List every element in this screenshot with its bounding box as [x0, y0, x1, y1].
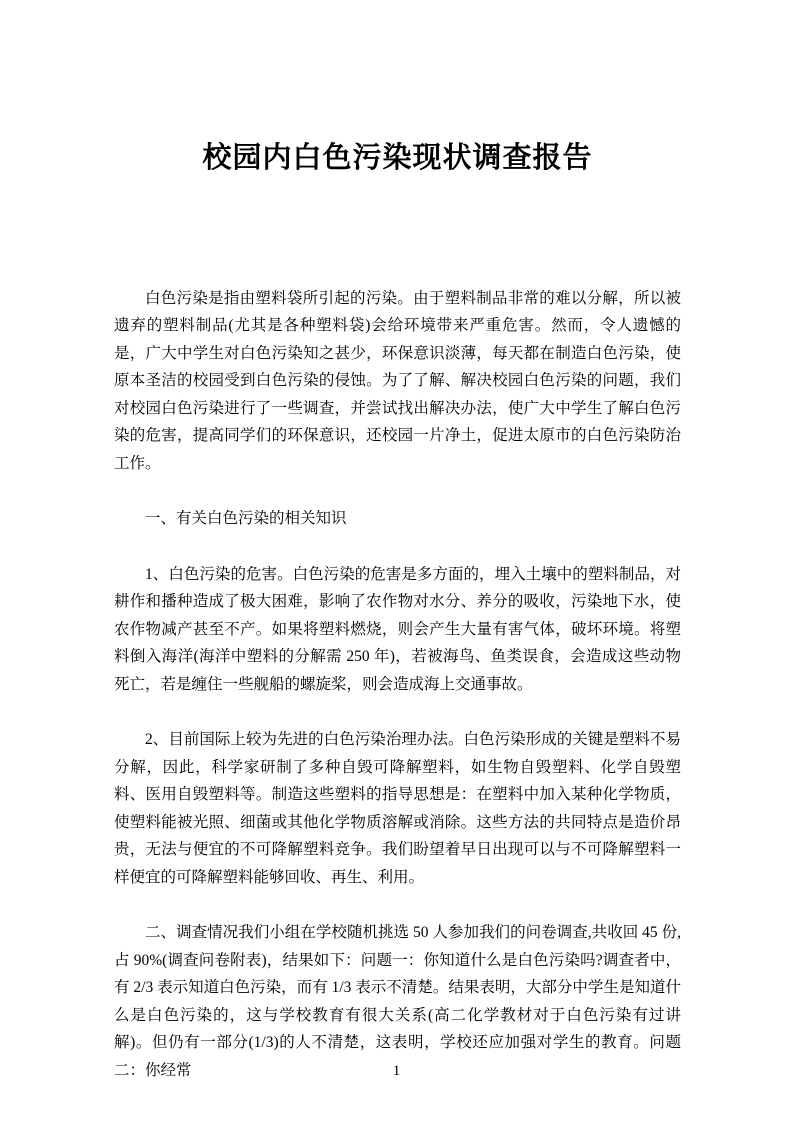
intro-paragraph: 白色污染是指由塑料袋所引起的污染。由于塑料制品非常的难以分解，所以被遗弃的塑料制品(尤其是各种塑料袋)会给环境带来严重危害。然而，令人遗憾的是，广大中学生对白色污染知之甚少，环保意识淡薄，每天都在制造白色污染，使原本圣洁的校园受到白色污染的侵蚀。为了了解、解决校园白色污染的问题，我们对校园白色污染进行了一些调查，并尝试找出解决办法，使广大中学生了解白色污染的危害，提高同学们的环保意识，还校园一片净土，促进太原市的白色污染防治工作。: [114, 289, 681, 472]
document-title: 校园内白色污染现状调查报告: [202, 142, 593, 174]
page-number: 1: [392, 1063, 401, 1079]
section-2-paragraph: 二、调查情况我们小组在学校随机挑选 50 人参加我们的问卷调查,共收回 45 份,占 90%(调查问卷附表)，结果如下：问题一：你知道什么是白色污染吗?调查者中，有 2/3 表示知道白色污染，而有 1/3 表示不清楚。结果表明，大部分中学生是知道什么是白色污染的，这与学校教育有很大关系(高二化学教材对于白色污染有过讲解)。但仍有一部分(1/3)的人不清楚，这表明，学校还应加强对学生的教育。问题二：你经常: [114, 924, 681, 1079]
section-1-item-1: 1、白色污染的危害。白色污染的危害是多方面的，埋入土壤中的塑料制品，对耕作和播种造成了极大困难，影响了农作物对水分、养分的吸收，污染地下水，使农作物减产甚至不产。如果将塑料燃烧，则会产生大量有害气体，破坏环境。将塑料倒入海洋(海洋中塑料的分解需 250 年)，若被海鸟、鱼类误食，会造成这些动物死亡，若是缠住一些舰船的螺旋桨，则会造成海上交通事故。: [114, 565, 681, 693]
section-1-item-2: 2、目前国际上较为先进的白色污染治理办法。白色污染形成的关键是塑料不易分解，因此，科学家研制了多种自毁可降解塑料，如生物自毁塑料、化学自毁塑料、医用自毁塑料等。制造这些塑料的指导思想是：在塑料中加入某种化学物质，使塑料能被光照、细菌或其他化学物质溶解或消除。这些方法的共同特点是造价昂贵，无法与便宜的不可降解塑料竞争。我们盼望着早日出现可以与不可降解塑料一样便宜的可降解塑料能够回收、再生、利用。: [114, 731, 681, 886]
section-1-heading: 一、有关白色污染的相关知识: [145, 510, 347, 528]
